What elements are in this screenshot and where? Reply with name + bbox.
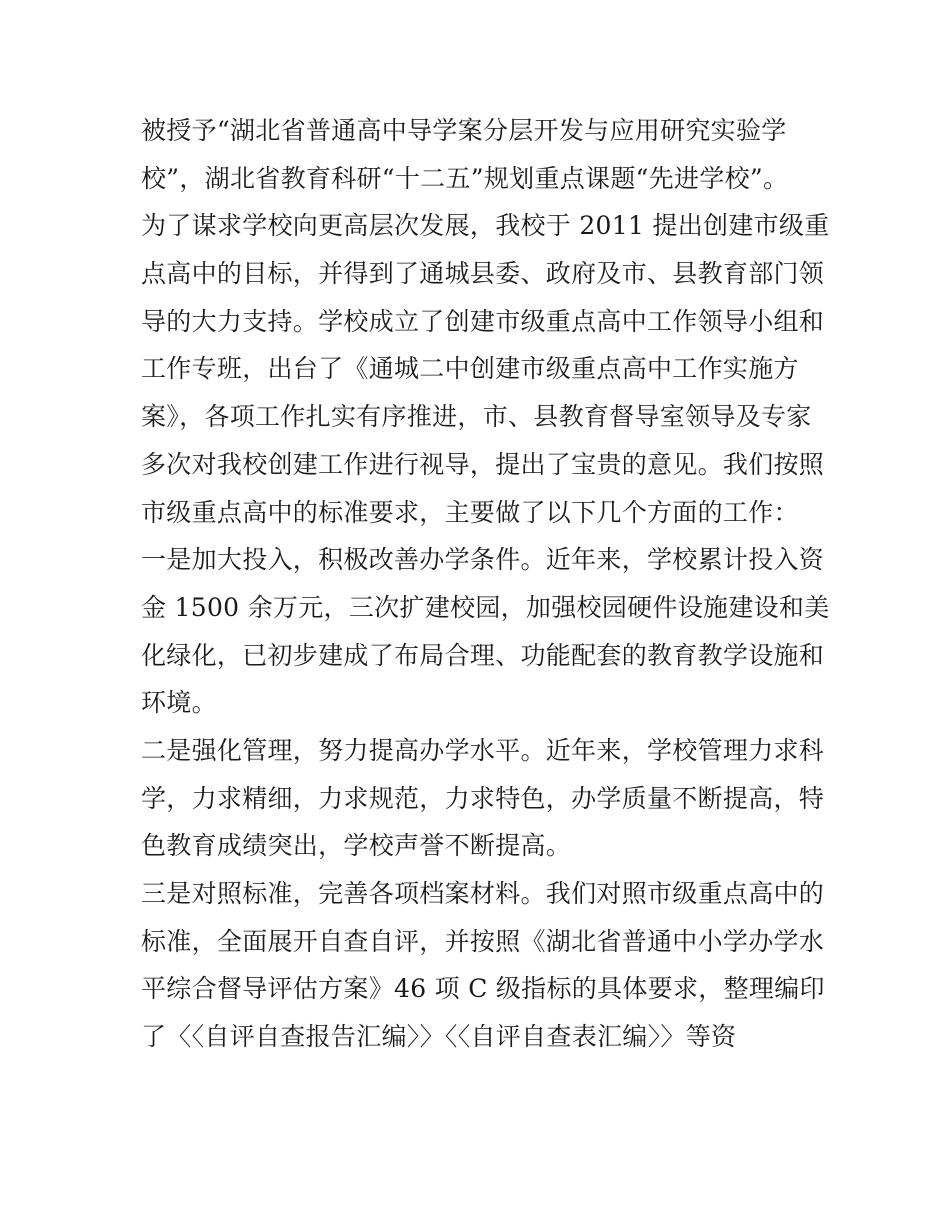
text-line: 校”，湖北省教育科研“十二五”规划重点课题“先进学校”。 xyxy=(141,163,789,193)
text-line: 化绿化，已初步建成了布局合理、功能配套的教育教学设施和 xyxy=(141,640,825,670)
text-line: 市级重点高中的标准要求，主要做了以下几个方面的工作： xyxy=(141,497,799,527)
text-line: 色教育成绩突出，学校声誉不断提高。 xyxy=(141,831,572,861)
text-line: 学，力求精细，力求规范，力求特色，办学质量不断提高，特 xyxy=(141,783,825,813)
text-line: 工作专班，出台了《通城二中创建市级重点高中工作实施方 xyxy=(141,354,799,384)
text-line: 二是强化管理，努力提高办学水平。近年来，学校管理力求科 xyxy=(141,735,825,765)
text-line: 了〈〈自评自查报告汇编〉〉〈〈自评自查表汇编〉〉等资 xyxy=(141,1022,737,1052)
text-line: 标准，全面展开自查自评，并按照《湖北省普通中小学办学水 xyxy=(141,926,825,956)
text-line: 三是对照标准，完善各项档案材料。我们对照市级重点高中的 xyxy=(141,879,825,908)
text-line: 一是加大投入，积极改善办学条件。近年来，学校累计投入资 xyxy=(141,545,825,575)
text-line: 导的大力支持。学校成立了创建市级重点高中工作领导小组和 xyxy=(141,306,825,336)
text-line: 平综合督导评估方案》46 项 C 级指标的具体要求，整理编印 xyxy=(141,974,825,1004)
text-line: 金 1500 余万元，三次扩建校园，加强校园硬件设施建设和美 xyxy=(141,592,830,622)
text-line: 案》，各项工作扎实有序推进，市、县教育督导室领导及专家 xyxy=(141,402,812,432)
text-line: 被授予“湖北省普通高中导学案分层开发与应用研究实验学 xyxy=(141,116,787,145)
text-line: 点高中的目标，并得到了通城县委、政府及市、县教育部门领 xyxy=(141,259,825,289)
text-line: 环境。 xyxy=(141,688,217,718)
text-line: 多次对我校创建工作进行视导，提出了宝贵的意见。我们按照 xyxy=(141,449,825,479)
body-text xyxy=(141,107,831,1061)
text-line: 为了谋求学校向更高层次发展，我校于 2011 提出创建市级重 xyxy=(141,211,830,241)
